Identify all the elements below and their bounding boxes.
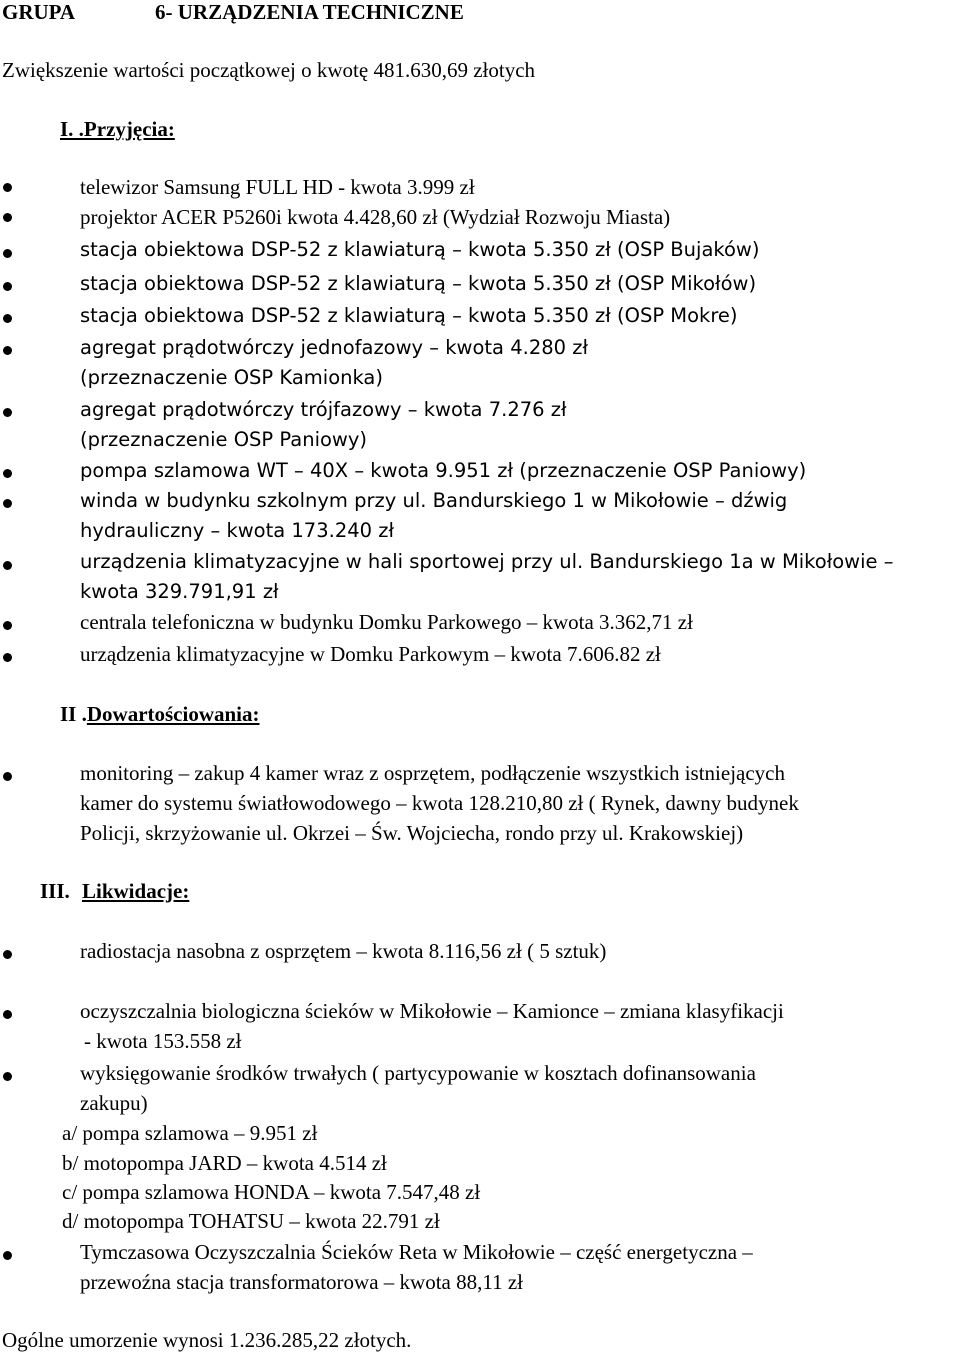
- section2-heading: [60, 702, 260, 726]
- list-item: oczyszczalnia biologiczna ścieków w Mikołowie – Kamionce – zmiana klasyfikacji: [80, 999, 784, 1023]
- section2-number: II .: [60, 702, 87, 726]
- paragraph-line: kamer do systemu światłowodowego – kwota 128.210,80 zł ( Rynek, dawny budynek: [80, 791, 799, 815]
- bullet-icon: [3, 621, 12, 630]
- list-item-continuation: zakupu): [80, 1091, 148, 1115]
- paragraph-line: Policji, skrzyżowanie ul. Okrzei – Św. Wojciecha, rondo przy ul. Krakowskiej): [80, 821, 744, 845]
- bullet-icon: [3, 183, 12, 192]
- list-item: stacja obiektowa DSP-52 z klawiaturą – kwota 5.350 zł (OSP Mokre): [80, 304, 738, 327]
- bullet-icon: [3, 653, 12, 662]
- sub-item-a: a/ pompa szlamowa – 9.951 zł: [62, 1121, 318, 1145]
- bullet-icon: [3, 772, 12, 781]
- bullet-icon: [3, 1072, 12, 1081]
- bullet-icon: [3, 346, 12, 355]
- list-item: stacja obiektowa DSP-52 z klawiaturą – kwota 5.350 zł (OSP Bujaków): [80, 238, 760, 261]
- bullet-icon: [3, 314, 12, 323]
- list-item: telewizor Samsung FULL HD - kwota 3.999 zł: [80, 175, 475, 199]
- bullet-icon: [3, 499, 12, 508]
- bullet-icon: [3, 1251, 12, 1260]
- bullet-icon: [3, 408, 12, 417]
- sub-item-b: b/ motopompa JARD – kwota 4.514 zł: [62, 1151, 387, 1175]
- list-item-continuation: hydrauliczny – kwota 173.240 zł: [80, 519, 395, 542]
- list-item: Tymczasowa Oczyszczalnia Ścieków Reta w Mikołowie – część energetyczna –: [80, 1240, 753, 1264]
- sub-item-d: d/ motopompa TOHATSU – kwota 22.791 zł: [62, 1209, 440, 1233]
- paragraph-line: monitoring – zakup 4 kamer wraz z osprzętem, podłączenie wszystkich istniejących: [80, 761, 785, 785]
- list-item: pompa szlamowa WT – 40X – kwota 9.951 zł (przeznaczenie OSP Paniowy): [80, 459, 807, 482]
- bullet-icon: [3, 561, 12, 570]
- group-label: GRUPA: [2, 0, 76, 24]
- bullet-icon: [3, 213, 12, 222]
- intro-text: Zwiększenie wartości początkowej o kwotę 481.630,69 złotych: [2, 58, 536, 82]
- list-item: agregat prądotwórczy jednofazowy – kwota 4.280 zł: [80, 336, 589, 359]
- section3-title: Likwidacje:: [82, 879, 190, 903]
- list-item-continuation: (przeznaczenie OSP Kamionka): [80, 366, 383, 389]
- bullet-icon: [3, 469, 12, 478]
- bullet-icon: [3, 282, 12, 291]
- list-item: centrala telefoniczna w budynku Domku Parkowego – kwota 3.362,71 zł: [80, 610, 693, 634]
- section1-heading: I. .Przyjęcia:: [60, 117, 175, 141]
- section2-title: Dowartościowania:: [86, 702, 260, 726]
- list-item: urządzenia klimatyzacyjne w Domku Parkowym – kwota 7.606.82 zł: [80, 642, 661, 666]
- list-item: wyksięgowanie środków trwałych ( partycypowanie w kosztach dofinansowania: [80, 1061, 756, 1085]
- list-item: agregat prądotwórczy trójfazowy – kwota 7.276 zł: [80, 398, 567, 421]
- list-item-continuation: przewoźna stacja transformatorowa – kwota 88,11 zł: [80, 1270, 523, 1294]
- list-item-continuation: - kwota 153.558 zł: [84, 1029, 242, 1053]
- group-title: 6- URZĄDZENIA TECHNICZNE: [155, 0, 464, 24]
- summary-text: Ogólne umorzenie wynosi 1.236.285,22 złotych.: [2, 1328, 412, 1352]
- section3-number: III.: [40, 879, 70, 903]
- bullet-icon: [3, 249, 12, 258]
- bullet-icon: [3, 1010, 12, 1019]
- list-item-continuation: kwota 329.791,91 zł: [80, 580, 279, 603]
- list-item: projektor ACER P5260i kwota 4.428,60 zł (Wydział Rozwoju Miasta): [80, 205, 671, 229]
- sub-item-c: c/ pompa szlamowa HONDA – kwota 7.547,48 zł: [62, 1180, 481, 1204]
- list-item: winda w budynku szkolnym przy ul. Bandurskiego 1 w Mikołowie – dźwig: [80, 489, 788, 512]
- list-item-continuation: (przeznaczenie OSP Paniowy): [80, 428, 368, 451]
- list-item: urządzenia klimatyzacyjne w hali sportowej przy ul. Bandurskiego 1a w Mikołowie –: [80, 550, 894, 573]
- bullet-icon: [3, 950, 12, 959]
- list-item: stacja obiektowa DSP-52 z klawiaturą – kwota 5.350 zł (OSP Mikołów): [80, 272, 757, 295]
- list-item: radiostacja nasobna z osprzętem – kwota 8.116,56 zł ( 5 sztuk): [80, 939, 607, 963]
